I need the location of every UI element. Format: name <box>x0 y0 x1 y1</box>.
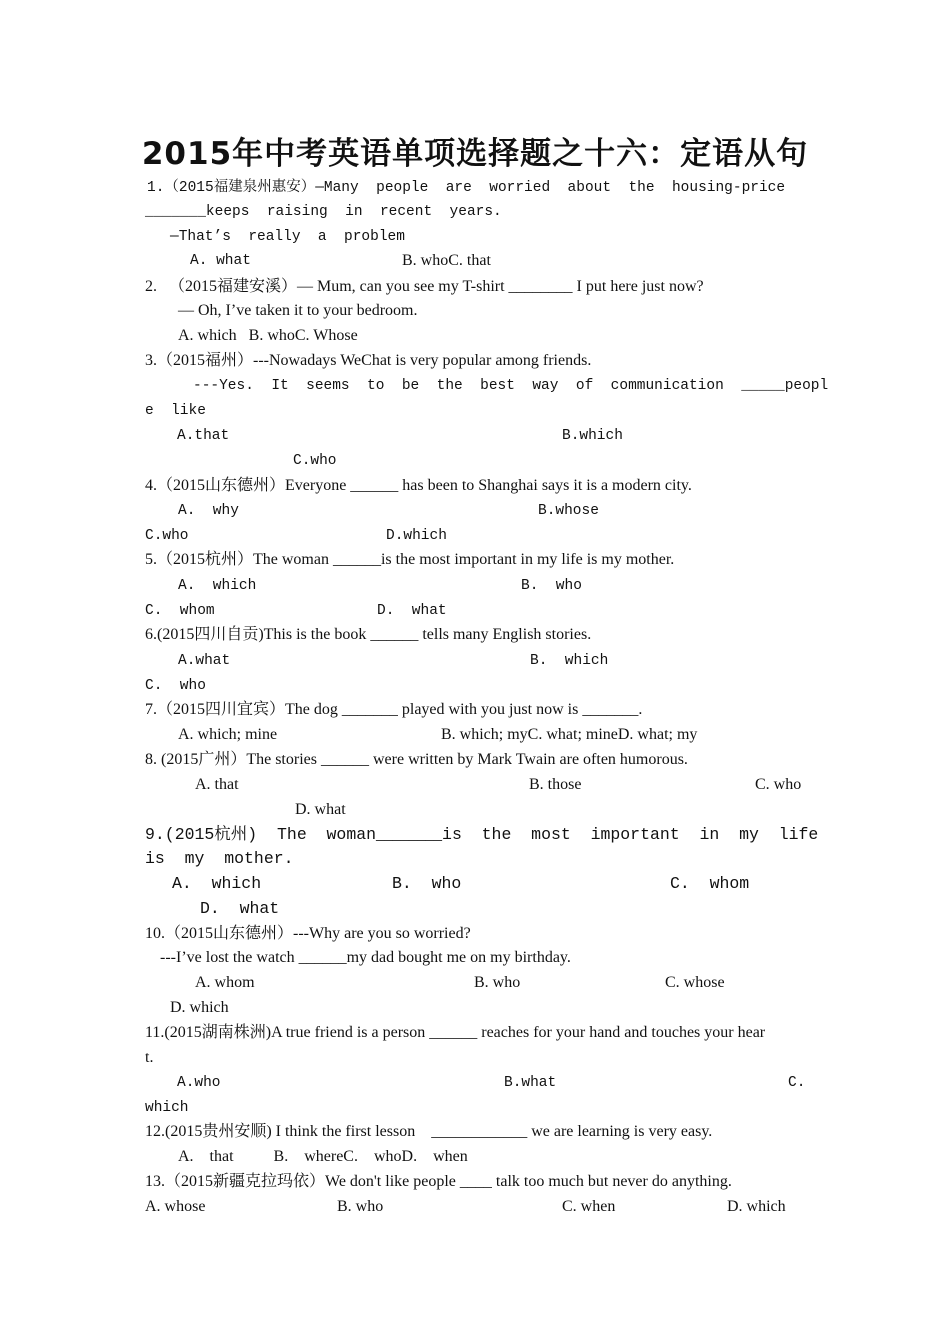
question-3-option-b: B.which <box>562 428 623 444</box>
question-10-option-c: C. whose <box>665 974 725 991</box>
question-6-stem: 6.(2015四川自贡)This is the book ______ tells many English stories. <box>145 626 592 643</box>
question-1-stem-cont: _______keeps raising in recent years. <box>145 204 502 220</box>
question-3-reply: ---Yes. It seems to be the best way of communication _____peopl <box>193 378 829 394</box>
question-3-option-a: A.that <box>177 428 230 444</box>
question-13-option-d: D. which <box>727 1198 786 1215</box>
question-4-option-d: D.which <box>386 528 447 544</box>
question-3-reply-cont: e like <box>145 403 206 419</box>
question-10-option-d: D. which <box>170 999 229 1016</box>
question-9-blank: ________ <box>376 824 443 843</box>
question-3-stem: 3.（2015福州）---Nowadays WeChat is very popular among friends. <box>145 352 592 369</box>
question-8-option-c: C. who <box>755 776 802 793</box>
question-13-option-b: B. who <box>337 1198 384 1215</box>
question-7-stem: 7.（2015四川宜宾）The dog _______ played with you just now is _______. <box>145 701 643 718</box>
question-11-stem-cont: t. <box>145 1049 154 1066</box>
question-1-reply: —That’s really a problem <box>170 229 405 245</box>
question-11-option-b: B.what <box>504 1075 557 1091</box>
question-9-option-a: A. which <box>172 874 262 893</box>
question-4-stem: 4.（2015山东德州）Everyone ______ has been to Shanghai says it is a modern city. <box>145 477 692 494</box>
question-4-option-a: A. why <box>178 503 239 519</box>
question-8-option-a: A. that <box>195 776 239 793</box>
question-1-option-a: A. what <box>190 253 251 269</box>
question-6-option-b: B. which <box>530 653 609 669</box>
question-9-stem <box>145 824 818 845</box>
question-4-option-b: B.whose <box>538 503 599 519</box>
question-10-stem: 10.（2015山东德州）---Why are you so worried? <box>145 925 471 942</box>
question-5-option-a: A. which <box>178 578 257 594</box>
question-1-options-bc: B. whoC. that <box>402 252 491 269</box>
question-4-option-c: C.who <box>145 528 189 544</box>
question-11-option-c-label: C. <box>788 1075 806 1091</box>
question-12-stem: 12.(2015贵州安顺) I think the first lesson ____________ we are learning is very easy. <box>145 1123 713 1140</box>
question-11-option-c: which <box>145 1100 189 1116</box>
question-5-option-d: D. what <box>377 603 447 619</box>
question-12-options: A. that B. whereC. whoD. when <box>178 1148 468 1165</box>
question-8-option-b: B. those <box>529 776 582 793</box>
question-13-option-a: A. whose <box>145 1198 206 1215</box>
question-5-option-c: C. whom <box>145 603 215 619</box>
question-2-stem: 2. （2015福建安溪）— Mum, can you see my T-shirt ________ I put here just now? <box>145 278 704 295</box>
question-10-option-b: B. who <box>474 974 521 991</box>
question-10-option-a: A. whom <box>195 974 255 991</box>
question-2-options: A. which B. whoC. Whose <box>178 327 358 344</box>
question-11-option-a: A.who <box>177 1075 221 1091</box>
question-9-stem-start: 9.(2015杭州) The woman <box>145 825 377 844</box>
question-13-option-c: C. when <box>562 1198 616 1215</box>
question-1-stem: 1.（2015福建泉州惠安）—Many people are worried about the housing-price <box>147 180 786 196</box>
question-9-option-c: C. whom <box>670 874 750 893</box>
question-3-option-c: C.who <box>293 453 337 469</box>
question-9-option-d: D. what <box>200 899 280 918</box>
question-5-stem: 5.（2015杭州）The woman ______is the most important in my life is my mother. <box>145 551 675 568</box>
question-9-option-b: B. who <box>392 874 462 893</box>
question-8-stem: 8. (2015广州）The stories ______ were written by Mark Twain are often humorous. <box>145 751 688 768</box>
question-6-option-a: A.what <box>178 653 231 669</box>
question-13-stem: 13.（2015新疆克拉玛依）We don't like people ____ talk too much but never do anything. <box>145 1173 732 1190</box>
question-5-option-b: B. who <box>521 578 582 594</box>
question-6-option-c: C. who <box>145 678 206 694</box>
question-7-option-a: A. which; mine <box>178 726 278 743</box>
question-2-reply: — Oh, I’ve taken it to your bedroom. <box>178 302 418 319</box>
question-8-option-d: D. what <box>295 801 346 818</box>
question-9-stem-cont: is my mother. <box>145 849 294 868</box>
question-7-options-bcd: B. which; myC. what; mineD. what; my <box>441 726 698 743</box>
page-title: 2015年中考英语单项选择题之十六：定语从句 <box>141 136 809 172</box>
question-11-stem: 11.(2015湖南株洲)A true friend is a person ______ reaches for your hand and touches your hear <box>145 1024 766 1041</box>
question-9-stem-end: is the most important in my life <box>442 825 819 844</box>
question-10-reply: ---I’ve lost the watch ______my dad bought me on my birthday. <box>160 949 571 966</box>
